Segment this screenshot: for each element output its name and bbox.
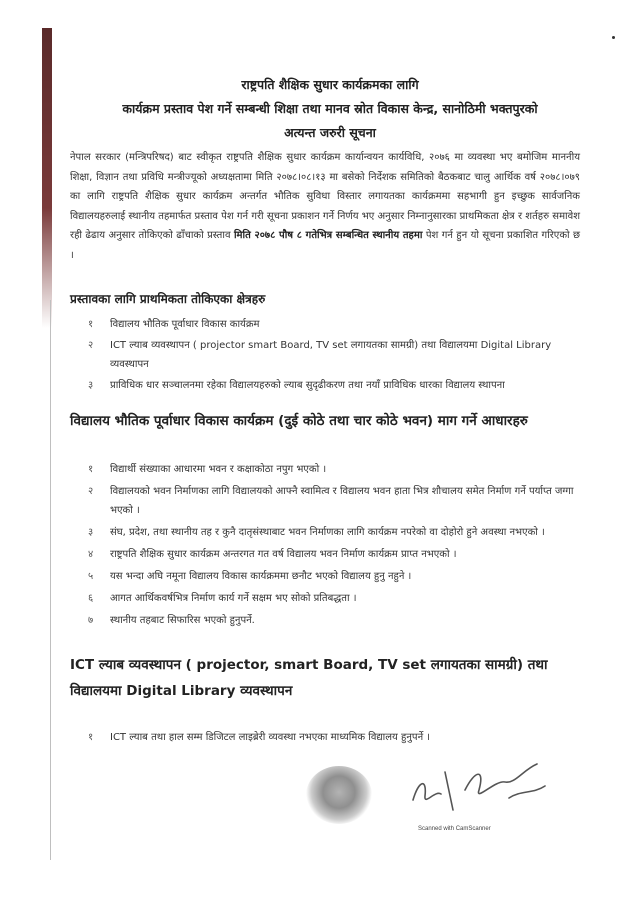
signature-mark: [405, 750, 565, 820]
ict-list: [88, 728, 588, 747]
list-item: [88, 728, 588, 747]
intro-deadline: मिति २०७८ पौष ८ गतेभित्र सम्बन्धित स्थानीय तहमा: [233, 230, 423, 241]
item-text: आगत आर्थिकवर्षभित्र निर्माण कार्य गर्ने सक्षम भए सोको प्रतिबद्धता ।: [110, 593, 357, 604]
notice-title-line3: अत्यन्त जरुरी सूचना: [284, 125, 376, 140]
item-number: १: [88, 464, 94, 475]
notice-title-line1: राष्ट्रपति शैक्षिक सुधार कार्यक्रमका लागि: [241, 77, 419, 92]
item-text: विद्यार्थी संख्याका आधारमा भवन र कक्षाकोठा नपुग भएको ।: [110, 464, 327, 475]
list-item: [88, 376, 588, 395]
intro-part1: नेपाल सरकार (मन्त्रिपरिषद) बाट स्वीकृत राष्ट्रपति शैक्षिक सुधार कार्यक्रम कार्यान्वयन कार्यविधि, २०७६ मा व्यवस्था भए बमोजिम माननीय शिक्षा, विज्ञान तथा प्रविधि मन्त्रीज्यूको अध्यक्षतामा मिति २०७८।०८।१३ मा बसेको निर्देशक समितिको बैठकबाट चालु आर्थिक वर्ष २०७८।०७९ का लागि राष्ट्रपति शैक्षिक सुधार कार्यक्रम अन्तर्गत भौतिक सुविधा विस्तार लगायतका कार्यक्रममा सहभागी हुन इच्छुक सार्वजनिक विद्यालयहरुलाई स्थानीय तहमार्फत प्रस्ताव पेश गर्न गरी सूचना प्रकाशन गर्ने निर्णय भए अनुसार निम्नानुसारका प्राथमिकता क्षेत्र र शर्तहरु समावेश रही ढेढाय अनुसार तोकिएको ढाँचाको प्रस्ताव: [70, 152, 580, 241]
item-text: ICT ल्याब व्यवस्थापन ( projector smart Board, TV set लगायतका सामग्री) तथा विद्यालयमा Digital Library व्यवस्थापन: [110, 340, 552, 370]
intro-paragraph: [70, 148, 580, 265]
item-number: ३: [88, 527, 94, 538]
list-item: [88, 460, 588, 479]
item-number: ६: [88, 593, 94, 604]
list-item: [88, 589, 588, 608]
list-item: [88, 315, 588, 334]
notice-title-line2: कार्यक्रम प्रस्ताव पेश गर्ने सम्बन्धी शिक्षा तथा मानव स्रोत विकास केन्द्र, सानोठिमी भक्तपुरको: [122, 101, 538, 116]
item-number: ५: [88, 571, 94, 582]
list-item: [88, 545, 588, 564]
item-number: १: [88, 732, 94, 743]
item-text: विद्यालयको भवन निर्माणका लागि विद्यालयको आफ्नै स्वामित्व र विद्यालय भवन हाता भित्र शौचालय समेत निर्माण गर्ने पर्याप्त जग्गा भएको ।: [110, 486, 574, 516]
item-number: २: [88, 340, 94, 351]
list-item: [88, 336, 588, 374]
office-seal-stamp: [306, 766, 372, 824]
physical-heading: विद्यालय भौतिक पूर्वाधार विकास कार्यक्रम (दुई कोठे तथा चार कोठे भवन) माग गर्ने आधारहरु: [70, 413, 528, 429]
list-item: [88, 523, 588, 542]
intro-part2: पेश गर्न हुन यो सूचना प्रकाशित गरिएको छ ।: [70, 230, 581, 261]
item-number: ४: [88, 549, 94, 560]
physical-list: [88, 460, 588, 633]
priority-list: [88, 315, 588, 397]
list-item: [88, 611, 588, 630]
item-text: ICT ल्याब तथा हाल सम्म डिजिटल लाइब्रेरी व्यवस्था नभएका माध्यमिक विद्यालय हुनुपर्ने ।: [110, 732, 431, 743]
list-item: [88, 567, 588, 586]
scanner-watermark: Scanned with CamScanner: [418, 826, 491, 832]
list-item: [88, 482, 588, 520]
scan-speck: [612, 36, 615, 39]
item-number: ३: [88, 380, 94, 391]
item-number: ७: [88, 615, 94, 626]
ict-heading: ICT ल्याब व्यवस्थापन ( projector, smart Board, TV set लगायतका सामग्री) तथा विद्यालयमा Digital Library व्यवस्थापन: [70, 657, 548, 699]
item-text: प्राविधिक धार सञ्चालनमा रहेका विद्यालयहरुको ल्याब सुदृढीकरण तथा नयाँ प्राविधिक धारका विद्यालय स्थापना: [110, 380, 505, 391]
item-text: स्थानीय तहबाट सिफारिस भएको हुनुपर्ने.: [110, 615, 255, 626]
scan-edge-line: [50, 300, 51, 860]
item-text: राष्ट्रपति शैक्षिक सुधार कार्यक्रम अन्तरगत गत वर्ष विद्यालय भवन निर्माण कार्यक्रम प्राप्त नभएको ।: [110, 549, 457, 560]
scan-edge-shadow: [42, 28, 52, 328]
item-text: यस भन्दा अघि नमूना विद्यालय विकास कार्यक्रममा छनौट भएको विद्यालय हुनु नहुने ।: [110, 571, 412, 582]
priority-heading: प्रस्तावका लागि प्राथमिकता तोकिएका क्षेत्रहरु: [70, 292, 266, 306]
item-number: १: [88, 319, 94, 330]
item-text: विद्यालय भौतिक पूर्वाधार विकास कार्यक्रम: [110, 319, 260, 330]
item-number: २: [88, 486, 94, 497]
item-text: संघ, प्रदेश, तथा स्थानीय तह र कुनै दातृसंस्थाबाट भवन निर्माणका लागि कार्यक्रम नपरेको वा दोहोरो हुने अवस्था नभएको ।: [110, 527, 545, 538]
